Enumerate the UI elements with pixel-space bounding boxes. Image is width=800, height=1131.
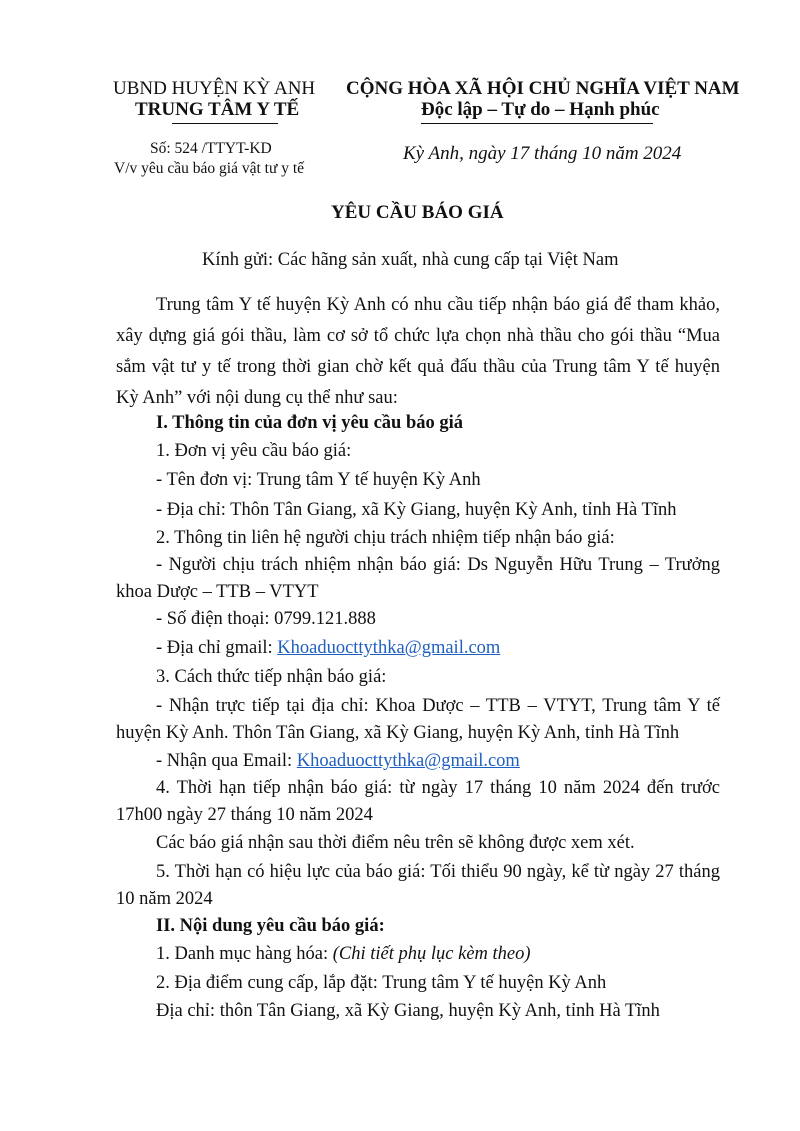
section-2-item-1 [156,942,531,966]
unit-address: - Địa chỉ: Thôn Tân Giang, xã Kỳ Giang, huyện Kỳ Anh, tỉnh Hà Tĩnh [156,500,677,520]
intro-line-2: xây dựng giá gói thầu, làm cơ sở tổ chức lựa chọn nhà thầu cho gói thầu “Mua [116,326,720,346]
email-link[interactable]: Khoaduocttythka@gmail.com [296,751,520,771]
doc-number: Số: 524 /TTYT-KD [150,140,272,157]
org-parent: UBND HUYỆN KỲ ANH [113,78,316,99]
intro-line-3: sắm vật tư y tế trong thời gian chờ kết quả đấu thầu của Trung tâm Y tế huyện [116,357,720,377]
section-1-item-2: 2. Thông tin liên hệ người chịu trách nhiệm tiếp nhận báo giá: [156,528,615,548]
motto-underline [421,123,653,124]
intro-line-1: Trung tâm Y tế huyện Kỳ Anh có nhu cầu tiếp nhận báo giá để tham khảo, [156,295,720,315]
doc-subject: V/v yêu cầu báo giá vật tư y tế [114,160,305,177]
intro-line-4: Kỳ Anh” với nội dung cụ thể như sau: [116,388,398,408]
section-1-item-5-line-1: 5. Thời hạn có hiệu lực của báo giá: Tối thiểu 90 ngày, kể từ ngày 27 tháng [156,862,720,882]
motto: Độc lập – Tự do – Hạnh phúc [421,99,660,120]
document-title: YÊU CẦU BÁO GIÁ [331,202,504,223]
place-date: Kỳ Anh, ngày 17 tháng 10 năm 2024 [403,143,682,164]
section-2-heading: II. Nội dung yêu cầu báo giá: [156,916,385,936]
late-note: Các báo giá nhận sau thời điểm nêu trên sẽ không được xem xét. [156,833,635,853]
direct-receive-line-1: - Nhận trực tiếp tại địa chỉ: Khoa Dược – TTB – VTYT, Trung tâm Y tế [156,696,720,716]
contact-person-line-2: khoa Dược – TTB – VTYT [116,582,319,602]
section-1-item-5-line-2: 10 năm 2024 [116,889,213,909]
section-1-item-1: 1. Đơn vị yêu cầu báo giá: [156,441,352,461]
org-name-underline [172,123,278,124]
delivery-address: Địa chỉ: thôn Tân Giang, xã Kỳ Giang, huyện Kỳ Anh, tỉnh Hà Tĩnh [156,1001,660,1021]
section-1-item-3: 3. Cách thức tiếp nhận báo giá: [156,667,387,687]
section-1-heading: I. Thông tin của đơn vị yêu cầu báo giá [156,413,464,433]
email-label: - Nhận qua Email: [156,751,297,771]
gmail-link[interactable]: Khoaduocttythka@gmail.com [277,638,501,658]
direct-receive-line-2: huyện Kỳ Anh. Thôn Tân Giang, xã Kỳ Giang, huyện Kỳ Anh, tỉnh Hà Tĩnh [116,723,680,743]
unit-name: - Tên đơn vị: Trung tâm Y tế huyện Kỳ Anh [156,470,481,490]
section-1-item-4-line-1: 4. Thời hạn tiếp nhận báo giá: từ ngày 17 tháng 10 năm 2024 đến trước [156,778,720,798]
gmail-label: - Địa chỉ gmail: [156,638,278,658]
phone-number: - Số điện thoại: 0799.121.888 [156,609,376,629]
nation-title: CỘNG HÒA XÃ HỘI CHỦ NGHĨA VIỆT NAM [346,78,740,99]
gmail-line [156,636,500,660]
org-name: TRUNG TÂM Y TẾ [135,99,300,120]
section-2-item-2: 2. Địa điểm cung cấp, lắp đặt: Trung tâm Y tế huyện Kỳ Anh [156,973,607,993]
recipient-line: Kính gửi: Các hãng sản xuất, nhà cung cấp tại Việt Nam [202,250,619,270]
section-1-item-4-line-2: 17h00 ngày 27 tháng 10 năm 2024 [116,805,373,825]
goods-list-note: (Chi tiết phụ lục kèm theo) [332,944,531,964]
goods-list-label: 1. Danh mục hàng hóa: [156,944,333,964]
contact-person-line-1: - Người chịu trách nhiệm nhận báo giá: Ds Nguyễn Hữu Trung – Trưởng [156,555,720,575]
email-line [156,749,520,773]
